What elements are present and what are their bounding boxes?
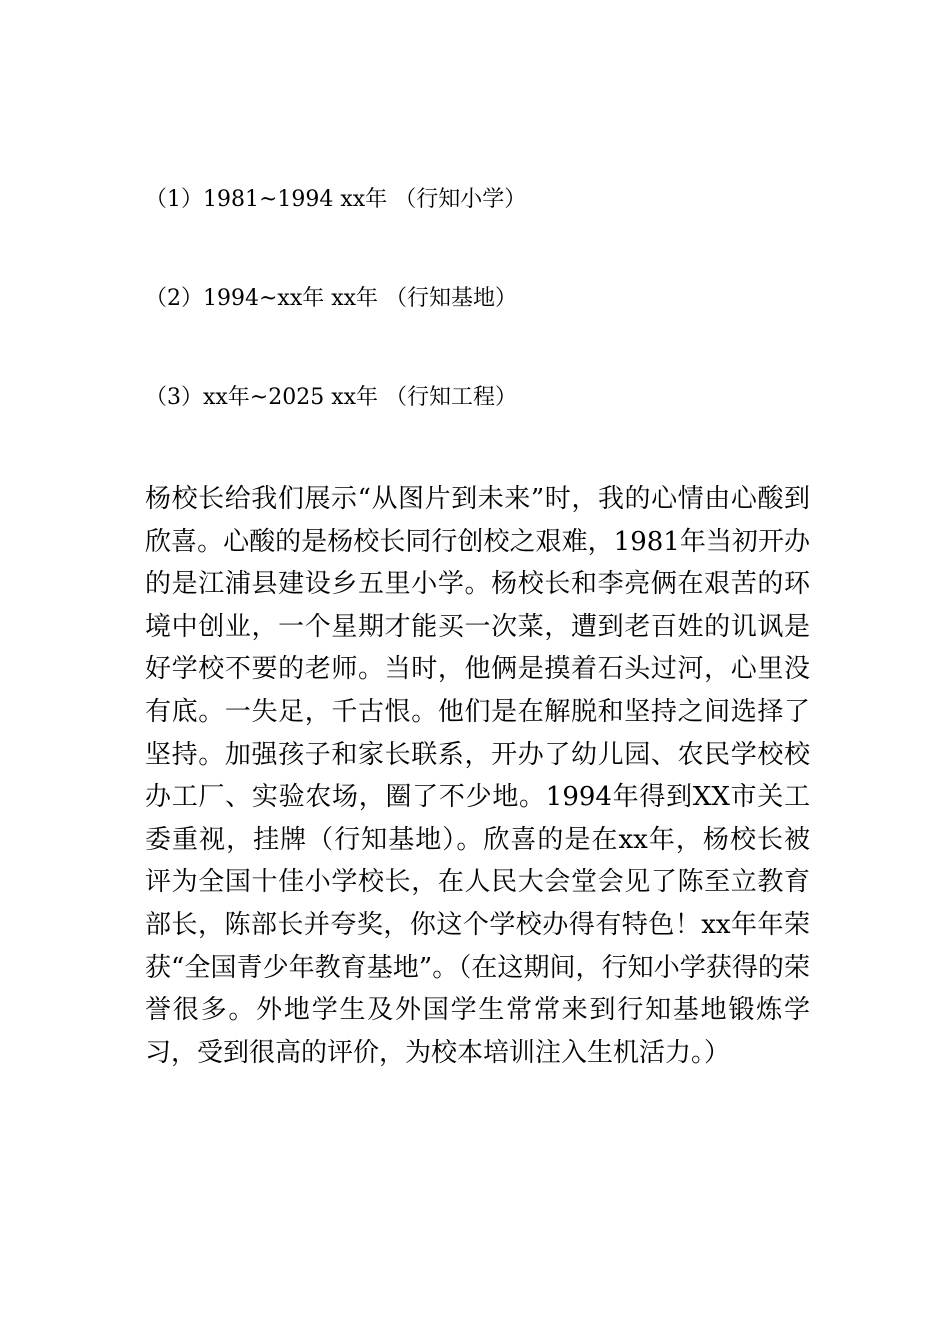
timeline-item-1: （1）1981~1994 xx年 （行知小学）	[145, 187, 527, 212]
timeline-item-3: （3）xx年~2025 xx年 （行知工程）	[145, 385, 518, 410]
body-paragraph: 杨校长给我们展示“从图片到未来”时，我的心情由心酸到欣喜。心酸的是杨校长同行创校之艰难，1981年当初开办的是江浦县建设乡五里小学。杨校长和李亮俩在艰苦的环境中创业，一个星期才能买一次菜，遭到老百姓的讥讽是好学校不要的老师。当时，他俩是摸着石头过河，心里没有底。一失足，千古恨。他们是在解脱和坚持之间选择了坚持。加强孩子和家长联系，开办了幼儿园、农民学校校办工厂、实验农场，圈了不少地。1994年得到XX市关工委重视，挂牌（行知基地）。欣喜的是在xx年，杨校长被评为全国十佳小学校长，在人民大会堂会见了陈至立教育部长，陈部长并夸奖，你这个学校办得有特色！xx年年荣获“全国青少年教育基地”。（在这期间，行知小学获得的荣誉很多。外地学生及外国学生常常来到行知基地锻炼学习，受到很高的评价，为校本培训注入生机活力。）	[145, 484, 810, 1068]
timeline-item-2: （2）1994~xx年 xx年 （行知基地）	[145, 286, 518, 311]
